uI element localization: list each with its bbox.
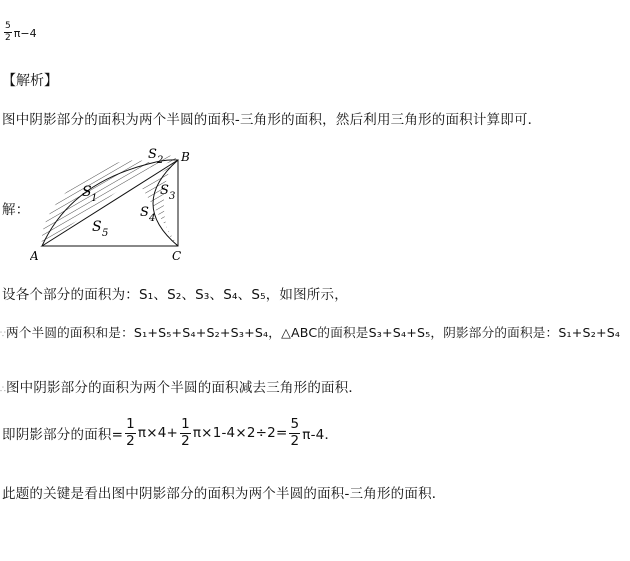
- label-S5-sub: 5: [102, 228, 109, 239]
- areas-definition-line: 设各个部分的面积为：S₁、S₂、S₃、S₄、S₅，如图所示，: [2, 287, 348, 303]
- therefore-line: [0, 376, 362, 396]
- label-S1-sub: 1: [91, 193, 98, 204]
- calc-prefix: 即阴影部分的面积=: [2, 427, 124, 443]
- label-A: A: [30, 249, 39, 263]
- analysis-line: 图中阴影部分的面积为两个半圆的面积-三角形的面积，然后利用三角形的面积计算即可．: [2, 112, 542, 128]
- geometry-figure: [30, 144, 200, 266]
- label-S2: S: [148, 147, 157, 162]
- because-marker: ∵: [0, 330, 6, 340]
- label-B: B: [181, 150, 190, 164]
- top-answer: [2, 22, 37, 43]
- calc-tail: π-4．: [302, 427, 339, 443]
- region-s4: [142, 160, 178, 246]
- calc-mid-1: π×4+: [137, 425, 179, 441]
- label-S2-sub: 2: [157, 155, 164, 166]
- therefore-text: 图中阴影部分的面积为两个半圆的面积减去三角形的面积．: [5, 380, 363, 396]
- key-point-line: 此题的关键是看出图中阴影部分的面积为两个半圆的面积-三角形的面积．: [2, 486, 446, 502]
- calc-fraction-3: $\frac{5}{2}$: [290, 416, 300, 449]
- calculation-line: [2, 418, 338, 448]
- solution-label: 解：: [2, 202, 30, 218]
- calc-fraction-2: $\frac{1}{2}$: [181, 416, 190, 449]
- therefore-marker: ∴: [0, 385, 6, 395]
- label-S4-sub: 4: [149, 213, 156, 224]
- calc-mid-2: π×1-4×2÷2=: [192, 425, 288, 441]
- section-header: 【解析】: [2, 73, 58, 89]
- calc-fraction-1: $\frac{1}{2}$: [126, 416, 135, 449]
- label-S3-sub: 3: [169, 191, 176, 202]
- label-S1: S: [82, 184, 92, 200]
- answer-fraction: $\frac{5}{2}$: [5, 21, 11, 43]
- label-S5: S: [92, 219, 102, 235]
- label-S4: S: [140, 205, 149, 220]
- semicircle-sum-text: 两个半圆的面积和是：S₁+S₅+S₄+S₂+S₃+S₄，△ABC的面积是S₃+S₄+S₅，阴影部分的面积是：S₁+S₂+S₄: [5, 325, 621, 340]
- answer-tail: π−4: [13, 27, 37, 40]
- label-C: C: [172, 249, 182, 263]
- label-S3: S: [160, 183, 169, 198]
- semicircle-sum-line: [0, 322, 620, 341]
